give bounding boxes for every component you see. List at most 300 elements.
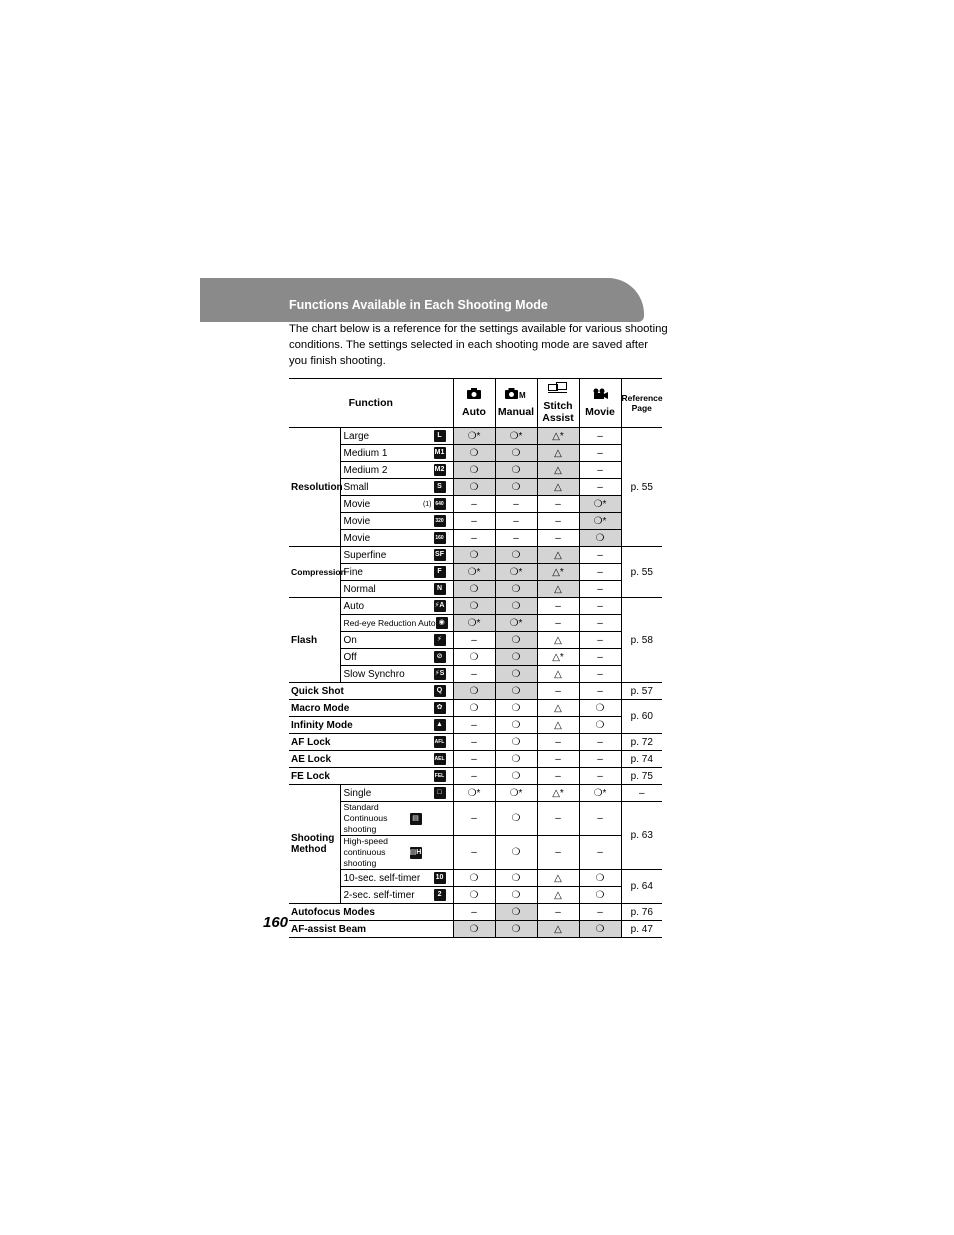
availability-cell: ❍ <box>579 717 621 734</box>
function-label: Movie <box>343 532 371 544</box>
availability-cell: △ <box>537 870 579 887</box>
table-row <box>289 870 662 887</box>
table-row <box>289 751 662 768</box>
availability-cell: ❍* <box>453 785 495 802</box>
function-label: Infinity Mode <box>291 719 353 731</box>
group-label: Resolution <box>289 428 340 547</box>
availability-cell: – <box>579 649 621 666</box>
manual-label: Manual <box>497 406 535 418</box>
availability-cell: ❍ <box>495 734 537 751</box>
mode-setting-icon: M2 <box>434 464 446 476</box>
mode-setting-icon: ⚡A <box>434 600 446 612</box>
mode-setting-icon: L <box>434 430 446 442</box>
availability-cell: – <box>579 547 621 564</box>
reference-header: Reference Page <box>621 379 662 428</box>
table-row <box>289 802 662 836</box>
availability-cell: – <box>453 734 495 751</box>
function-label: Auto <box>343 600 365 612</box>
availability-cell: ❍ <box>495 870 537 887</box>
availability-cell: △ <box>537 887 579 904</box>
availability-cell: ❍ <box>495 904 537 921</box>
availability-cell: ❍* <box>579 496 621 513</box>
function-label: Normal <box>343 583 376 595</box>
function-cell-content <box>344 600 453 612</box>
reference-page-cell: p. 58 <box>621 598 662 683</box>
availability-cell: – <box>579 904 621 921</box>
availability-cell: – <box>579 615 621 632</box>
availability-cell: – <box>579 768 621 785</box>
mode-setting-icon: ▤ <box>410 813 422 825</box>
availability-cell: △ <box>537 479 579 496</box>
group-label: Shooting Method <box>289 785 340 904</box>
function-cell-content <box>344 787 453 799</box>
availability-cell: – <box>579 751 621 768</box>
availability-cell: – <box>579 632 621 649</box>
mode-setting-icon: ⊘ <box>434 651 446 663</box>
function-cell <box>289 921 453 938</box>
reference-page-cell: p. 76 <box>621 904 662 921</box>
function-header: Function <box>289 379 453 428</box>
mode-setting-icon: Q <box>434 685 446 697</box>
function-cell-content <box>344 498 453 510</box>
footnote-marker: (1) <box>422 500 432 508</box>
function-cell <box>340 802 453 836</box>
table-row <box>289 683 662 700</box>
availability-cell: ❍ <box>453 598 495 615</box>
function-cell <box>340 666 453 683</box>
availability-cell: ❍ <box>495 649 537 666</box>
mode-setting-icon: FEL <box>434 770 446 782</box>
reference-page-cell: p. 47 <box>621 921 662 938</box>
table-row <box>289 462 662 479</box>
availability-cell: – <box>579 564 621 581</box>
function-cell-content <box>344 617 453 629</box>
availability-cell: △ <box>537 462 579 479</box>
function-icon-group <box>436 617 448 629</box>
availability-cell: ❍ <box>495 445 537 462</box>
mode-setting-icon: 320 <box>434 515 446 527</box>
mode-setting-icon: ⚡ <box>434 634 446 646</box>
mode-setting-icon: S <box>434 481 446 493</box>
reference-page-cell: p. 75 <box>621 768 662 785</box>
function-icon-group <box>434 447 446 459</box>
availability-cell: ❍ <box>495 802 537 836</box>
availability-cell: ❍ <box>579 530 621 547</box>
function-label: AF Lock <box>291 736 331 748</box>
function-icon-group <box>434 736 446 748</box>
availability-cell: – <box>579 462 621 479</box>
function-icon-group <box>434 532 446 544</box>
reference-page-cell: p. 55 <box>621 428 662 547</box>
table-row <box>289 768 662 785</box>
function-icon-group <box>434 566 446 578</box>
availability-cell: – <box>537 496 579 513</box>
function-icon-group <box>410 813 422 825</box>
availability-cell: – <box>453 717 495 734</box>
group-label: Compression <box>289 547 340 598</box>
availability-cell: ❍ <box>495 887 537 904</box>
page-number: 160 <box>263 914 289 931</box>
function-icon-group <box>434 889 446 901</box>
availability-cell: ❍* <box>579 513 621 530</box>
availability-cell: ❍ <box>495 717 537 734</box>
table-row <box>289 564 662 581</box>
availability-cell: △* <box>537 649 579 666</box>
function-icon-group <box>434 753 446 765</box>
function-icon-group <box>434 872 446 884</box>
availability-cell: ❍ <box>495 462 537 479</box>
function-icon-group <box>423 498 446 510</box>
availability-cell: – <box>453 632 495 649</box>
availability-cell: ❍* <box>495 428 537 445</box>
availability-cell: △* <box>537 785 579 802</box>
function-icon-group <box>434 549 446 561</box>
table-row <box>289 785 662 802</box>
function-cell <box>340 581 453 598</box>
auto-label: Auto <box>462 406 486 418</box>
reference-page-cell: p. 64 <box>621 870 662 904</box>
function-cell <box>340 564 453 581</box>
movie-label: Movie <box>585 406 615 418</box>
section-title: Functions Available in Each Shooting Mode <box>289 298 548 312</box>
reference-page-cell: p. 60 <box>621 700 662 734</box>
availability-cell: – <box>453 802 495 836</box>
movie-camera-icon <box>592 388 608 402</box>
availability-cell: – <box>453 751 495 768</box>
function-cell-content <box>344 532 453 544</box>
stitch-label: Stitch Assist <box>542 400 574 424</box>
table-row <box>289 700 662 717</box>
function-label: Movie <box>343 515 371 527</box>
mode-setting-icon: 2 <box>434 889 446 901</box>
function-cell-content <box>344 464 453 476</box>
availability-cell: ❍* <box>453 564 495 581</box>
availability-cell: – <box>495 530 537 547</box>
availability-cell: △ <box>537 581 579 598</box>
function-label: Medium 1 <box>343 447 388 459</box>
availability-cell: – <box>453 496 495 513</box>
reference-page-cell: – <box>621 785 662 802</box>
function-cell <box>340 649 453 666</box>
availability-cell: ❍* <box>453 428 495 445</box>
availability-cell: – <box>495 496 537 513</box>
function-cell-content <box>291 719 453 731</box>
availability-cell: – <box>453 904 495 921</box>
section-banner <box>200 278 644 322</box>
availability-cell: – <box>537 734 579 751</box>
availability-cell: ❍ <box>495 700 537 717</box>
availability-cell: – <box>537 802 579 836</box>
function-cell-content <box>291 702 453 714</box>
availability-cell: ❍ <box>495 581 537 598</box>
function-label: High-speed continuous shooting <box>343 836 388 868</box>
function-cell <box>340 836 453 870</box>
availability-cell: – <box>537 598 579 615</box>
function-label: Medium 2 <box>343 464 388 476</box>
function-icon-group <box>434 600 446 612</box>
table-row <box>289 598 662 615</box>
function-cell-content <box>344 889 453 901</box>
function-cell-content <box>344 447 453 459</box>
function-cell <box>340 887 453 904</box>
availability-cell: – <box>537 751 579 768</box>
availability-cell: ❍ <box>495 836 537 870</box>
function-cell-content <box>344 566 453 578</box>
function-cell <box>289 768 453 785</box>
function-label: 2-sec. self-timer <box>343 889 415 901</box>
function-icon-group <box>434 668 446 680</box>
function-label: FE Lock <box>291 770 330 782</box>
function-icon-group <box>434 481 446 493</box>
table-row <box>289 428 662 445</box>
function-label: Fine <box>343 566 363 578</box>
mode-setting-icon: ▲ <box>434 719 446 731</box>
function-icon-group <box>434 430 446 442</box>
function-cell <box>289 734 453 751</box>
table-row <box>289 615 662 632</box>
availability-cell: ❍ <box>453 700 495 717</box>
svg-text:M: M <box>519 391 526 399</box>
function-cell-content <box>344 802 429 835</box>
function-label: 10-sec. self-timer <box>343 872 421 884</box>
availability-cell: ❍ <box>453 445 495 462</box>
function-icon-group <box>434 464 446 476</box>
function-cell-content <box>291 685 453 697</box>
mode-setting-icon: ⚡S <box>434 668 446 680</box>
function-icon-group <box>434 651 446 663</box>
availability-cell: – <box>579 479 621 496</box>
availability-cell: ❍ <box>579 921 621 938</box>
function-icon-group <box>434 770 446 782</box>
availability-cell: ❍ <box>495 683 537 700</box>
table-row <box>289 717 662 734</box>
mode-setting-icon: 640 <box>434 498 446 510</box>
table-row <box>289 530 662 547</box>
availability-cell: – <box>537 683 579 700</box>
camera-icon <box>467 388 481 402</box>
availability-cell: – <box>537 530 579 547</box>
function-icon-group <box>434 719 446 731</box>
function-cell <box>289 683 453 700</box>
availability-cell: ❍ <box>579 870 621 887</box>
function-cell <box>289 700 453 717</box>
availability-cell: ❍ <box>453 581 495 598</box>
function-label: Slow Synchro <box>343 668 405 680</box>
function-label: AF-assist Beam <box>291 923 367 935</box>
table-row <box>289 496 662 513</box>
function-label: Autofocus Modes <box>291 906 375 918</box>
function-cell-content <box>291 753 453 765</box>
availability-cell: – <box>537 513 579 530</box>
function-label: Off <box>343 651 357 663</box>
mode-setting-icon: □ <box>434 787 446 799</box>
function-cell-content <box>344 872 453 884</box>
table-row <box>289 649 662 666</box>
mode-setting-icon: N <box>434 583 446 595</box>
availability-cell: △* <box>537 428 579 445</box>
availability-cell: △ <box>537 717 579 734</box>
availability-cell: △ <box>537 632 579 649</box>
availability-cell: ❍* <box>495 615 537 632</box>
function-cell-content <box>291 907 453 918</box>
availability-cell: ❍ <box>579 700 621 717</box>
availability-cell: ❍* <box>495 564 537 581</box>
table-row <box>289 513 662 530</box>
availability-cell: ❍ <box>495 598 537 615</box>
intro-paragraph <box>289 321 669 369</box>
function-icon-group <box>434 787 446 799</box>
function-cell <box>340 462 453 479</box>
availability-cell: △ <box>537 700 579 717</box>
availability-cell: ❍* <box>495 785 537 802</box>
function-label: On <box>343 634 357 646</box>
mode-setting-icon: SF <box>434 549 446 561</box>
availability-cell: △ <box>537 921 579 938</box>
function-label: Movie <box>343 498 371 510</box>
function-cell-content <box>291 736 453 748</box>
function-cell <box>340 496 453 513</box>
stitch-assist-icon <box>548 382 568 396</box>
function-cell <box>340 445 453 462</box>
mode-setting-icon: M1 <box>434 447 446 459</box>
availability-cell: – <box>579 581 621 598</box>
function-cell <box>340 632 453 649</box>
function-cell-content <box>344 549 453 561</box>
mode-setting-icon: ◉ <box>436 617 448 629</box>
auto-header <box>453 379 495 428</box>
intro-text: The chart below is a reference for the settings available for various shooting conditions. The settings selected in each shooting mode are saved after you finish shooting. <box>289 323 668 367</box>
availability-cell: △ <box>537 445 579 462</box>
table-row <box>289 887 662 904</box>
availability-cell: ❍ <box>453 887 495 904</box>
table-row <box>289 666 662 683</box>
function-icon-group <box>410 847 422 859</box>
availability-cell: – <box>453 530 495 547</box>
table-row <box>289 904 662 921</box>
availability-cell: – <box>495 513 537 530</box>
function-icon-group <box>434 685 446 697</box>
availability-cell: – <box>453 768 495 785</box>
function-cell-content <box>291 770 453 782</box>
availability-cell: ❍ <box>453 547 495 564</box>
availability-cell: – <box>579 802 621 836</box>
function-cell <box>340 428 453 445</box>
table-row <box>289 479 662 496</box>
availability-cell: ❍ <box>495 632 537 649</box>
function-label: Macro Mode <box>291 702 350 714</box>
availability-cell: ❍ <box>495 768 537 785</box>
reference-page-cell: p. 55 <box>621 547 662 598</box>
availability-cell: – <box>453 513 495 530</box>
availability-cell: – <box>579 683 621 700</box>
reference-page-cell: p. 63 <box>621 802 662 870</box>
availability-cell: – <box>579 836 621 870</box>
availability-cell: ❍* <box>453 615 495 632</box>
function-label: Superfine <box>343 549 387 561</box>
table-row <box>289 734 662 751</box>
availability-cell: ❍ <box>495 479 537 496</box>
functions-table <box>289 378 662 938</box>
mode-setting-icon: F <box>434 566 446 578</box>
camera-manual-icon <box>505 388 527 402</box>
function-cell-content <box>344 430 453 442</box>
table-row <box>289 581 662 598</box>
function-cell <box>340 547 453 564</box>
function-cell <box>340 785 453 802</box>
mode-setting-icon: ✿ <box>434 702 446 714</box>
availability-cell: ❍ <box>453 683 495 700</box>
availability-cell: – <box>579 598 621 615</box>
table-row <box>289 445 662 462</box>
stitch-header <box>537 379 579 428</box>
availability-cell: – <box>579 428 621 445</box>
function-label: AE Lock <box>291 753 332 765</box>
function-icon-group <box>434 634 446 646</box>
availability-cell: – <box>537 615 579 632</box>
mode-setting-icon: AEL <box>434 753 446 765</box>
table-row <box>289 921 662 938</box>
function-cell <box>289 751 453 768</box>
function-icon-group <box>434 702 446 714</box>
mode-setting-icon: ▤H <box>410 847 422 859</box>
function-cell <box>340 598 453 615</box>
function-cell <box>289 717 453 734</box>
table-body <box>289 428 662 938</box>
availability-cell: ❍ <box>495 921 537 938</box>
function-cell <box>340 530 453 547</box>
function-cell-content <box>344 634 453 646</box>
function-label: Single <box>343 787 372 799</box>
mode-setting-icon: 10 <box>434 872 446 884</box>
function-label: Quick Shot <box>291 685 344 697</box>
function-cell <box>340 479 453 496</box>
availability-cell: ❍ <box>495 751 537 768</box>
function-cell-content <box>344 515 453 527</box>
reference-page-cell: p. 57 <box>621 683 662 700</box>
function-cell <box>340 513 453 530</box>
availability-cell: – <box>579 445 621 462</box>
function-cell <box>289 904 453 921</box>
function-cell-content <box>344 481 453 493</box>
availability-cell: – <box>537 836 579 870</box>
availability-cell: ❍ <box>453 649 495 666</box>
reference-page-cell: p. 74 <box>621 751 662 768</box>
availability-cell: – <box>453 836 495 870</box>
function-icon-group <box>434 583 446 595</box>
availability-cell: – <box>537 904 579 921</box>
availability-cell: ❍ <box>453 479 495 496</box>
function-label: Standard Continuous shooting <box>343 802 388 834</box>
function-cell-content <box>344 583 453 595</box>
mode-setting-icon: 160 <box>434 532 446 544</box>
availability-cell: △ <box>537 547 579 564</box>
availability-cell: – <box>579 734 621 751</box>
table-row <box>289 547 662 564</box>
availability-cell: – <box>579 666 621 683</box>
function-label: Large <box>343 430 370 442</box>
availability-cell: ❍ <box>495 547 537 564</box>
function-cell-content <box>291 924 453 935</box>
function-cell <box>340 615 453 632</box>
function-cell-content <box>344 836 429 869</box>
manual-header <box>495 379 537 428</box>
function-cell <box>340 870 453 887</box>
function-cell-content <box>344 668 453 680</box>
function-cell-content <box>344 651 453 663</box>
group-label: Flash <box>289 598 340 683</box>
availability-cell: ❍* <box>579 785 621 802</box>
mode-setting-icon: AFL <box>434 736 446 748</box>
